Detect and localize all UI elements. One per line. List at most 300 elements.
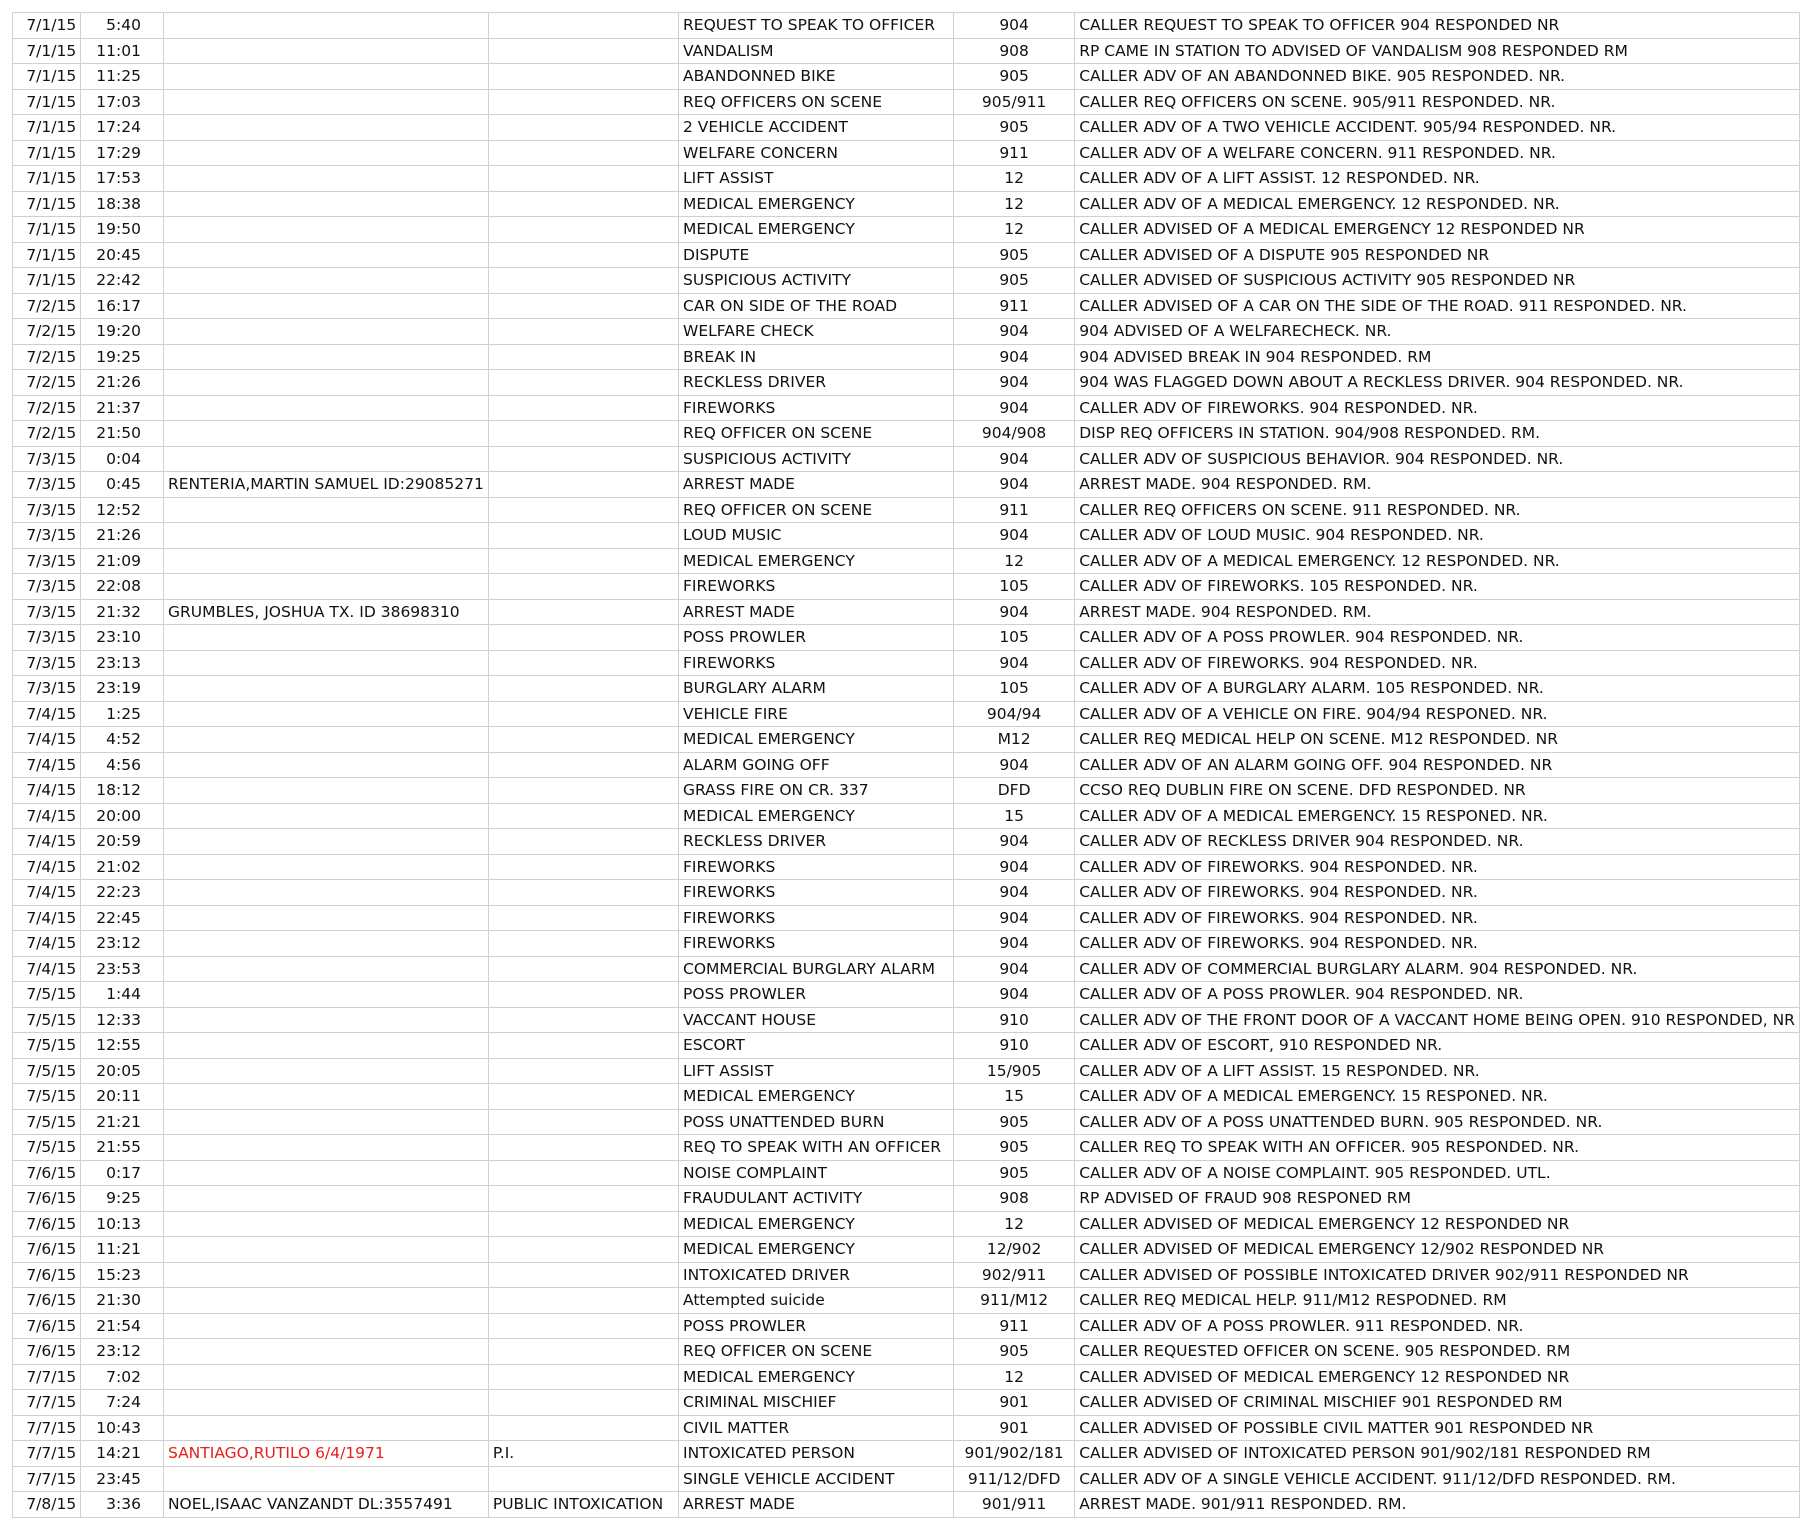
call-type-cell: FIREWORKS: [679, 880, 954, 906]
name-cell: [163, 140, 488, 166]
offense-cell: [488, 421, 678, 447]
name-cell: [163, 166, 488, 192]
offense-cell: [488, 1262, 678, 1288]
table-row: [13, 1339, 1800, 1365]
description-cell: CALLER ADV OF A VEHICLE ON FIRE. 904/94 RESPONED. NR.: [1075, 701, 1800, 727]
description-cell: CALLER ADV OF FIREWORKS. 105 RESPONDED. NR.: [1075, 574, 1800, 600]
offense-cell: [488, 344, 678, 370]
unit-cell: 904: [954, 905, 1075, 931]
time-cell: 21:54: [81, 1313, 164, 1339]
name-cell: [163, 676, 488, 702]
unit-cell: 905: [954, 1135, 1075, 1161]
description-cell: CALLER ADVISED OF A CAR ON THE SIDE OF THE ROAD. 911 RESPONDED. NR.: [1075, 293, 1800, 319]
description-cell: CALLER ADV OF A LIFT ASSIST. 12 RESPONDED. NR.: [1075, 166, 1800, 192]
description-cell: CALLER ADV OF FIREWORKS. 904 RESPONDED. NR.: [1075, 395, 1800, 421]
time-cell: 23:45: [81, 1466, 164, 1492]
unit-cell: 908: [954, 1186, 1075, 1212]
description-cell: CALLER ADV OF A POSS PROWLER. 904 RESPONDED. NR.: [1075, 982, 1800, 1008]
table-row: [13, 1415, 1800, 1441]
date-cell: 7/3/15: [13, 625, 81, 651]
date-cell: 7/5/15: [13, 1007, 81, 1033]
time-cell: 21:21: [81, 1109, 164, 1135]
table-row: [13, 829, 1800, 855]
date-cell: 7/6/15: [13, 1262, 81, 1288]
date-cell: 7/2/15: [13, 421, 81, 447]
description-cell: CALLER ADV OF SUSPICIOUS BEHAVIOR. 904 RESPONDED. NR.: [1075, 446, 1800, 472]
name-cell: [163, 829, 488, 855]
description-cell: CALLER ADV OF FIREWORKS. 904 RESPONDED. NR.: [1075, 650, 1800, 676]
name-cell: [163, 242, 488, 268]
description-cell: CALLER ADVISED OF CRIMINAL MISCHIEF 901 RESPONDED RM: [1075, 1390, 1800, 1416]
offense-cell: [488, 268, 678, 294]
unit-cell: 15/905: [954, 1058, 1075, 1084]
unit-cell: 905: [954, 115, 1075, 141]
time-cell: 3:36: [81, 1492, 164, 1518]
unit-cell: 908: [954, 38, 1075, 64]
offense-cell: [488, 472, 678, 498]
date-cell: 7/1/15: [13, 64, 81, 90]
time-cell: 16:17: [81, 293, 164, 319]
date-cell: 7/4/15: [13, 829, 81, 855]
time-cell: 23:10: [81, 625, 164, 651]
description-cell: CALLER REQ MEDICAL HELP ON SCENE. M12 RESPONDED. NR: [1075, 727, 1800, 753]
offense-cell: [488, 1058, 678, 1084]
date-cell: 7/4/15: [13, 752, 81, 778]
offense-cell: [488, 1160, 678, 1186]
table-row: [13, 421, 1800, 447]
table-row: [13, 676, 1800, 702]
name-cell: [163, 191, 488, 217]
time-cell: 7:02: [81, 1364, 164, 1390]
time-cell: 21:26: [81, 370, 164, 396]
call-type-cell: SUSPICIOUS ACTIVITY: [679, 268, 954, 294]
offense-cell: [488, 115, 678, 141]
offense-cell: [488, 931, 678, 957]
table-row: [13, 854, 1800, 880]
offense-cell: [488, 574, 678, 600]
call-type-cell: CAR ON SIDE OF THE ROAD: [679, 293, 954, 319]
time-cell: 0:17: [81, 1160, 164, 1186]
unit-cell: 904: [954, 13, 1075, 39]
unit-cell: 105: [954, 574, 1075, 600]
call-type-cell: REQ OFFICERS ON SCENE: [679, 89, 954, 115]
description-cell: CALLER ADVISED OF MEDICAL EMERGENCY 12 RESPONDED NR: [1075, 1211, 1800, 1237]
name-cell: [163, 982, 488, 1008]
description-cell: ARREST MADE. 904 RESPONDED. RM.: [1075, 472, 1800, 498]
unit-cell: 904: [954, 982, 1075, 1008]
name-cell: [163, 650, 488, 676]
call-type-cell: WELFARE CONCERN: [679, 140, 954, 166]
description-cell: ARREST MADE. 901/911 RESPONDED. RM.: [1075, 1492, 1800, 1518]
description-cell: DISP REQ OFFICERS IN STATION. 904/908 RESPONDED. RM.: [1075, 421, 1800, 447]
unit-cell: 905: [954, 242, 1075, 268]
time-cell: 9:25: [81, 1186, 164, 1212]
name-cell: [163, 1237, 488, 1263]
name-cell: [163, 548, 488, 574]
call-type-cell: CRIMINAL MISCHIEF: [679, 1390, 954, 1416]
table-row: [13, 880, 1800, 906]
offense-cell: [488, 370, 678, 396]
time-cell: 18:12: [81, 778, 164, 804]
table-row: [13, 701, 1800, 727]
call-type-cell: POSS PROWLER: [679, 982, 954, 1008]
name-cell: RENTERIA,MARTIN SAMUEL ID:29085271: [163, 472, 488, 498]
call-type-cell: MEDICAL EMERGENCY: [679, 803, 954, 829]
offense-cell: [488, 1186, 678, 1212]
date-cell: 7/6/15: [13, 1339, 81, 1365]
date-cell: 7/1/15: [13, 166, 81, 192]
call-type-cell: MEDICAL EMERGENCY: [679, 1364, 954, 1390]
unit-cell: 904: [954, 446, 1075, 472]
description-cell: CALLER ADV OF FIREWORKS. 904 RESPONDED. NR.: [1075, 905, 1800, 931]
unit-cell: 904: [954, 931, 1075, 957]
name-cell: [163, 497, 488, 523]
table-row: [13, 650, 1800, 676]
name-cell: [163, 1262, 488, 1288]
date-cell: 7/1/15: [13, 268, 81, 294]
call-type-cell: SUSPICIOUS ACTIVITY: [679, 446, 954, 472]
time-cell: 14:21: [81, 1441, 164, 1467]
description-cell: CALLER ADVISED OF A MEDICAL EMERGENCY 12 RESPONDED NR: [1075, 217, 1800, 243]
call-type-cell: Attempted suicide: [679, 1288, 954, 1314]
date-cell: 7/1/15: [13, 13, 81, 39]
offense-cell: [488, 523, 678, 549]
time-cell: 22:08: [81, 574, 164, 600]
name-cell: [163, 1007, 488, 1033]
date-cell: 7/5/15: [13, 1109, 81, 1135]
call-type-cell: MEDICAL EMERGENCY: [679, 191, 954, 217]
date-cell: 7/2/15: [13, 370, 81, 396]
table-row: [13, 38, 1800, 64]
offense-cell: [488, 1415, 678, 1441]
table-row: [13, 752, 1800, 778]
call-type-cell: 2 VEHICLE ACCIDENT: [679, 115, 954, 141]
table-row: [13, 803, 1800, 829]
time-cell: 11:21: [81, 1237, 164, 1263]
unit-cell: 911/12/DFD: [954, 1466, 1075, 1492]
call-type-cell: VACCANT HOUSE: [679, 1007, 954, 1033]
table-row: [13, 166, 1800, 192]
name-cell: [163, 803, 488, 829]
table-row: [13, 1109, 1800, 1135]
offense-cell: [488, 1288, 678, 1314]
unit-cell: 15: [954, 1084, 1075, 1110]
description-cell: CALLER ADV OF A MEDICAL EMERGENCY. 15 RESPONED. NR.: [1075, 1084, 1800, 1110]
unit-cell: 904: [954, 472, 1075, 498]
name-cell: [163, 625, 488, 651]
description-cell: CALLER REQ MEDICAL HELP. 911/M12 RESPODNED. RM: [1075, 1288, 1800, 1314]
table-row: [13, 1441, 1800, 1467]
offense-cell: [488, 140, 678, 166]
unit-cell: 105: [954, 676, 1075, 702]
description-cell: CALLER ADV OF RECKLESS DRIVER 904 RESPONDED. NR.: [1075, 829, 1800, 855]
table-row: [13, 1313, 1800, 1339]
offense-cell: P.I.: [488, 1441, 678, 1467]
offense-cell: [488, 650, 678, 676]
description-cell: CALLER REQ OFFICERS ON SCENE. 911 RESPONDED. NR.: [1075, 497, 1800, 523]
time-cell: 23:19: [81, 676, 164, 702]
date-cell: 7/2/15: [13, 395, 81, 421]
time-cell: 17:29: [81, 140, 164, 166]
date-cell: 7/4/15: [13, 701, 81, 727]
description-cell: CALLER ADVISED OF POSSIBLE CIVIL MATTER 901 RESPONDED NR: [1075, 1415, 1800, 1441]
date-cell: 7/5/15: [13, 1084, 81, 1110]
time-cell: 5:40: [81, 13, 164, 39]
date-cell: 7/4/15: [13, 778, 81, 804]
date-cell: 7/3/15: [13, 548, 81, 574]
offense-cell: [488, 446, 678, 472]
date-cell: 7/4/15: [13, 727, 81, 753]
name-cell: [163, 1033, 488, 1059]
offense-cell: [488, 1135, 678, 1161]
table-row: [13, 1058, 1800, 1084]
date-cell: 7/1/15: [13, 38, 81, 64]
name-cell: [163, 64, 488, 90]
unit-cell: 904: [954, 370, 1075, 396]
offense-cell: [488, 752, 678, 778]
name-cell: [163, 956, 488, 982]
table-row: [13, 956, 1800, 982]
description-cell: CALLER ADV OF A MEDICAL EMERGENCY. 12 RESPONDED. NR.: [1075, 548, 1800, 574]
time-cell: 18:38: [81, 191, 164, 217]
description-cell: CALLER ADV OF A MEDICAL EMERGENCY. 15 RESPONED. NR.: [1075, 803, 1800, 829]
time-cell: 10:43: [81, 1415, 164, 1441]
time-cell: 0:04: [81, 446, 164, 472]
time-cell: 4:56: [81, 752, 164, 778]
date-cell: 7/4/15: [13, 905, 81, 931]
name-cell: [163, 38, 488, 64]
date-cell: 7/7/15: [13, 1466, 81, 1492]
name-cell: [163, 268, 488, 294]
name-cell: [163, 854, 488, 880]
name-cell: [163, 13, 488, 39]
call-type-cell: REQ TO SPEAK WITH AN OFFICER: [679, 1135, 954, 1161]
table-row: [13, 1364, 1800, 1390]
date-cell: 7/3/15: [13, 472, 81, 498]
call-type-cell: MEDICAL EMERGENCY: [679, 1211, 954, 1237]
date-cell: 7/7/15: [13, 1415, 81, 1441]
offense-cell: [488, 676, 678, 702]
name-cell: [163, 1313, 488, 1339]
unit-cell: 904: [954, 880, 1075, 906]
name-cell: [163, 523, 488, 549]
unit-cell: 15: [954, 803, 1075, 829]
call-type-cell: MEDICAL EMERGENCY: [679, 727, 954, 753]
description-cell: CALLER REQUESTED OFFICER ON SCENE. 905 RESPONDED. RM: [1075, 1339, 1800, 1365]
time-cell: 7:24: [81, 1390, 164, 1416]
description-cell: CALLER REQ OFFICERS ON SCENE. 905/911 RESPONDED. NR.: [1075, 89, 1800, 115]
unit-cell: 901: [954, 1390, 1075, 1416]
table-row: [13, 931, 1800, 957]
table-row: [13, 115, 1800, 141]
call-type-cell: REQ OFFICER ON SCENE: [679, 421, 954, 447]
unit-cell: 901: [954, 1415, 1075, 1441]
table-row: [13, 472, 1800, 498]
unit-cell: 904: [954, 956, 1075, 982]
time-cell: 11:01: [81, 38, 164, 64]
offense-cell: [488, 701, 678, 727]
call-type-cell: MEDICAL EMERGENCY: [679, 1237, 954, 1263]
time-cell: 10:13: [81, 1211, 164, 1237]
description-cell: CALLER ADV OF ESCORT, 910 RESPONDED NR.: [1075, 1033, 1800, 1059]
name-cell: [163, 1288, 488, 1314]
table-row: [13, 1135, 1800, 1161]
call-type-cell: BREAK IN: [679, 344, 954, 370]
offense-cell: [488, 854, 678, 880]
description-cell: CALLER ADV OF FIREWORKS. 904 RESPONDED. NR.: [1075, 854, 1800, 880]
time-cell: 15:23: [81, 1262, 164, 1288]
name-cell: [163, 1364, 488, 1390]
table-row: [13, 1186, 1800, 1212]
name-cell: [163, 905, 488, 931]
time-cell: 21:55: [81, 1135, 164, 1161]
time-cell: 20:45: [81, 242, 164, 268]
name-cell: [163, 1109, 488, 1135]
time-cell: 17:24: [81, 115, 164, 141]
offense-cell: [488, 497, 678, 523]
offense-cell: [488, 1007, 678, 1033]
time-cell: 12:33: [81, 1007, 164, 1033]
unit-cell: 12/902: [954, 1237, 1075, 1263]
call-type-cell: REQ OFFICER ON SCENE: [679, 1339, 954, 1365]
unit-cell: 911: [954, 140, 1075, 166]
description-cell: CALLER ADV OF AN ABANDONNED BIKE. 905 RESPONDED. NR.: [1075, 64, 1800, 90]
offense-cell: [488, 829, 678, 855]
table-row: [13, 370, 1800, 396]
call-type-cell: SINGLE VEHICLE ACCIDENT: [679, 1466, 954, 1492]
offense-cell: PUBLIC INTOXICATION: [488, 1492, 678, 1518]
name-cell: [163, 395, 488, 421]
table-row: [13, 319, 1800, 345]
table-row: [13, 1007, 1800, 1033]
description-cell: CALLER ADV OF A POSS PROWLER. 911 RESPONDED. NR.: [1075, 1313, 1800, 1339]
description-cell: CCSO REQ DUBLIN FIRE ON SCENE. DFD RESPONDED. NR: [1075, 778, 1800, 804]
time-cell: 21:26: [81, 523, 164, 549]
time-cell: 21:09: [81, 548, 164, 574]
unit-cell: 904: [954, 523, 1075, 549]
date-cell: 7/3/15: [13, 650, 81, 676]
time-cell: 19:25: [81, 344, 164, 370]
name-cell: [163, 344, 488, 370]
date-cell: 7/1/15: [13, 191, 81, 217]
table-row: [13, 1033, 1800, 1059]
name-cell: [163, 293, 488, 319]
name-cell: [163, 370, 488, 396]
date-cell: 7/4/15: [13, 803, 81, 829]
offense-cell: [488, 1237, 678, 1263]
call-log-table: [12, 12, 1800, 1518]
call-type-cell: ABANDONNED BIKE: [679, 64, 954, 90]
date-cell: 7/6/15: [13, 1211, 81, 1237]
table-row: [13, 191, 1800, 217]
description-cell: CALLER ADV OF A POSS PROWLER. 904 RESPONDED. NR.: [1075, 625, 1800, 651]
description-cell: CALLER ADV OF A WELFARE CONCERN. 911 RESPONDED. NR.: [1075, 140, 1800, 166]
time-cell: 20:00: [81, 803, 164, 829]
unit-cell: 105: [954, 625, 1075, 651]
call-type-cell: FIREWORKS: [679, 854, 954, 880]
unit-cell: 904: [954, 319, 1075, 345]
call-type-cell: INTOXICATED PERSON: [679, 1441, 954, 1467]
call-type-cell: VANDALISM: [679, 38, 954, 64]
date-cell: 7/6/15: [13, 1288, 81, 1314]
time-cell: 21:30: [81, 1288, 164, 1314]
name-cell: [163, 1135, 488, 1161]
offense-cell: [488, 13, 678, 39]
time-cell: 21:32: [81, 599, 164, 625]
table-row: [13, 344, 1800, 370]
time-cell: 19:50: [81, 217, 164, 243]
table-row: [13, 268, 1800, 294]
time-cell: 20:59: [81, 829, 164, 855]
description-cell: ARREST MADE. 904 RESPONDED. RM.: [1075, 599, 1800, 625]
description-cell: CALLER ADV OF A TWO VEHICLE ACCIDENT. 905/94 RESPONDED. NR.: [1075, 115, 1800, 141]
table-row: [13, 140, 1800, 166]
time-cell: 20:05: [81, 1058, 164, 1084]
unit-cell: 904: [954, 650, 1075, 676]
date-cell: 7/6/15: [13, 1160, 81, 1186]
unit-cell: 905: [954, 1160, 1075, 1186]
table-row: [13, 446, 1800, 472]
name-cell: [163, 319, 488, 345]
call-type-cell: LOUD MUSIC: [679, 523, 954, 549]
time-cell: 23:53: [81, 956, 164, 982]
unit-cell: 12: [954, 191, 1075, 217]
time-cell: 0:45: [81, 472, 164, 498]
table-row: [13, 1211, 1800, 1237]
unit-cell: 911: [954, 293, 1075, 319]
table-row: [13, 293, 1800, 319]
table-row: [13, 1390, 1800, 1416]
name-cell: [163, 1390, 488, 1416]
description-cell: 904 ADVISED BREAK IN 904 RESPONDED. RM: [1075, 344, 1800, 370]
date-cell: 7/4/15: [13, 880, 81, 906]
offense-cell: [488, 905, 678, 931]
call-type-cell: ARREST MADE: [679, 1492, 954, 1518]
call-type-cell: POSS PROWLER: [679, 625, 954, 651]
unit-cell: 905: [954, 64, 1075, 90]
unit-cell: M12: [954, 727, 1075, 753]
offense-cell: [488, 89, 678, 115]
unit-cell: 904: [954, 395, 1075, 421]
date-cell: 7/2/15: [13, 344, 81, 370]
date-cell: 7/8/15: [13, 1492, 81, 1518]
time-cell: 17:53: [81, 166, 164, 192]
call-type-cell: FIREWORKS: [679, 650, 954, 676]
call-type-cell: MEDICAL EMERGENCY: [679, 1084, 954, 1110]
offense-cell: [488, 1466, 678, 1492]
call-type-cell: RECKLESS DRIVER: [679, 829, 954, 855]
description-cell: CALLER REQUEST TO SPEAK TO OFFICER 904 RESPONDED NR: [1075, 13, 1800, 39]
call-type-cell: ARREST MADE: [679, 472, 954, 498]
call-type-cell: MEDICAL EMERGENCY: [679, 217, 954, 243]
call-type-cell: RECKLESS DRIVER: [679, 370, 954, 396]
unit-cell: 904: [954, 752, 1075, 778]
offense-cell: [488, 319, 678, 345]
description-cell: CALLER ADV OF A BURGLARY ALARM. 105 RESPONDED. NR.: [1075, 676, 1800, 702]
unit-cell: 904/94: [954, 701, 1075, 727]
name-cell: [163, 89, 488, 115]
offense-cell: [488, 1313, 678, 1339]
date-cell: 7/1/15: [13, 242, 81, 268]
offense-cell: [488, 778, 678, 804]
offense-cell: [488, 956, 678, 982]
table-row: [13, 523, 1800, 549]
time-cell: 22:45: [81, 905, 164, 931]
time-cell: 22:23: [81, 880, 164, 906]
time-cell: 12:55: [81, 1033, 164, 1059]
time-cell: 20:11: [81, 1084, 164, 1110]
name-cell: [163, 752, 488, 778]
